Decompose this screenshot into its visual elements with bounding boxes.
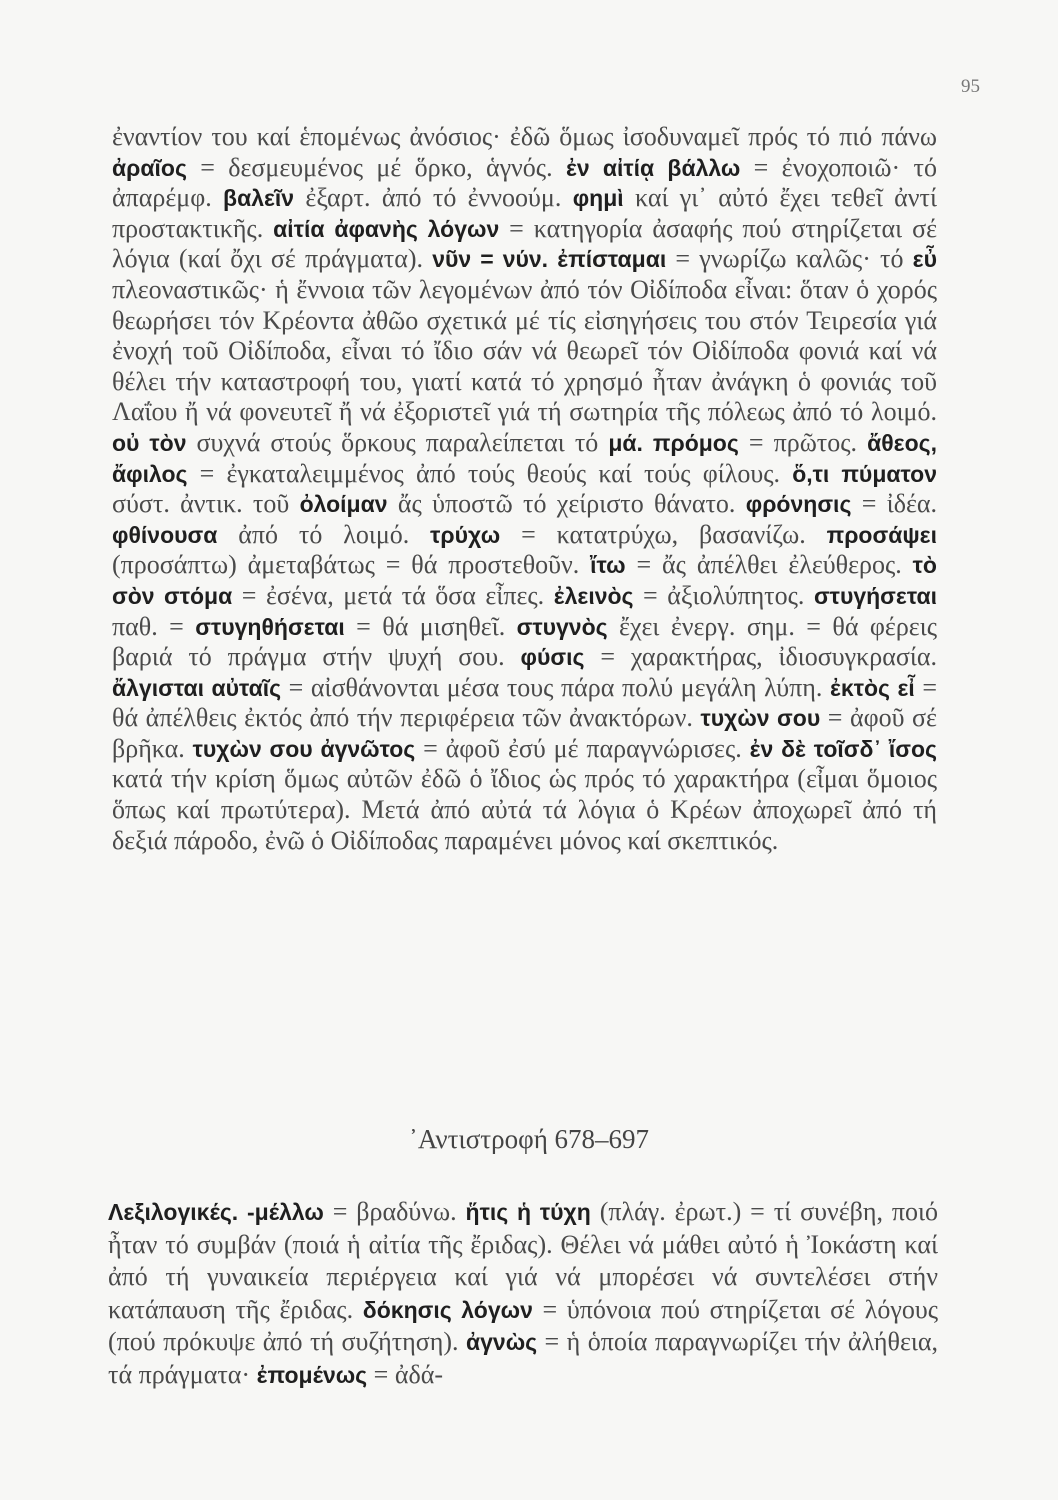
gloss-text: = ἐνοχοποιῶ· τό ἀπαρέμφ. [112, 152, 937, 213]
lemma-term: φημὶ [572, 185, 624, 212]
vocabulary-paragraph [108, 1196, 938, 1391]
lemma-term: στυγνὸς [516, 613, 608, 640]
lemma-term: ὅ,τι πύματον [792, 460, 937, 487]
lemma-term: τυχὼν σου ἀγνῶτος [192, 735, 416, 762]
lemma-term: φθίνουσα [112, 521, 218, 548]
lemma-term: δόκησις λόγων [362, 1296, 533, 1323]
gloss-text: σύστ. ἀντικ. τοῦ [112, 489, 300, 519]
gloss-text: = ἰδέα. [851, 489, 937, 519]
lemma-term: ἥτις ἡ τύχη [465, 1199, 591, 1225]
lemma-term: ἄλγισται αὐταῖς [112, 674, 282, 701]
lemma-term: στυγήσεται [813, 582, 937, 609]
lemma-term: ἐπίσταμαι [557, 246, 667, 273]
gloss-text: = ἄς ἀπέλθει ἐλεύθερος. [625, 550, 913, 580]
lemma-term: τυχὼν σου [700, 705, 821, 732]
lemma-term: ἴτω [590, 552, 626, 579]
gloss-text: = ἡ ὁποία παραγνωρίζει τήν ἀλήθεια, τά πράγματα· [108, 1327, 938, 1389]
lemma-term: ὀλοίμαν [299, 491, 388, 518]
gloss-text: παθ. = [112, 611, 196, 641]
lemma-term: φρόνησις [745, 491, 852, 518]
lemma-term: αἰτία ἀφανὴς λόγων [273, 215, 500, 242]
lemma-term: εὖ [912, 246, 937, 273]
lemma-term: βαλεῖν [223, 185, 295, 212]
gloss-text: = χαρακτήρας, ἰδιοσυγκρασία. [584, 642, 937, 672]
lemma-term: νῦν = νύν. [432, 246, 549, 273]
gloss-text: καί γι᾽ αὐτό ἔχει τεθεῖ ἀντί προστακτικῆς. [112, 183, 938, 243]
lemma-term: οὐ τὸν [112, 429, 187, 456]
gloss-text: = ἀξιολύπητος. [633, 580, 814, 610]
gloss-text: = ἀφοῦ σέ βρῆκα. [112, 703, 937, 763]
commentary-section [112, 122, 937, 856]
gloss-text: ἄς ὑποστῶ τό χείριστο θάνατο. [387, 489, 746, 519]
lemma-term: στυγηθήσεται [195, 613, 345, 640]
lemma-term: ἐν αἰτίᾳ βάλλω [565, 154, 741, 181]
lemma-term: προσάψει [826, 521, 937, 548]
lemma-term: μά. πρόμος [608, 429, 739, 456]
gloss-text: ἐξαρτ. ἀπό τό ἐννοούμ. [294, 183, 573, 213]
gloss-text: = αἰσθάνονται μέσα τους πάρα πολύ μεγάλη λύπη. [281, 672, 830, 702]
gloss-text: ἀπό τό λοιμό. [217, 519, 431, 549]
commentary-paragraph [112, 122, 937, 856]
gloss-text: κατά τήν κρίση ὅμως αὐτῶν ἐδῶ ὁ ἴδιος ὡς πρός τό χαρακτήρα (εἶμαι ὅμοιος ὅπως καί πρωτύτερα). Μετά ἀπό αὐτά τά λόγια ὁ Κρέων ἀποχωρεῖ ἀπό τή δεξιά πάροδο, ἐνῶ ὁ Οἰδίποδας παραμένει μόνος καί σκεπτικός. [112, 764, 937, 855]
gloss-text: = πρῶτος. [738, 427, 868, 457]
gloss-text: (προσάπτω) ἀμεταβάτως = θά προστεθοῦν. [112, 550, 591, 580]
lemma-term: ἄθεος, ἄφιλος [112, 429, 937, 487]
gloss-text [548, 244, 557, 273]
lemma-term: φύσις [520, 644, 585, 671]
gloss-text: = ὑπόνοια πού στηρίζεται σέ λόγους (πού πρόκυψε ἀπό τή συζήτηση). [108, 1294, 939, 1356]
vocabulary-section [108, 1196, 938, 1391]
gloss-text: = ἀδά- [367, 1359, 443, 1389]
gloss-text: = θά μισηθεῖ. [344, 611, 517, 641]
section-heading: ᾽Αντιστροφή 678–697 [408, 1124, 650, 1154]
gloss-text: συχνά στούς ὅρκους παραλείπεται τό [186, 427, 609, 457]
lemma-term: τρύχω [430, 521, 501, 548]
lemma-term: ἀραῖος [112, 154, 187, 181]
gloss-text: = ἀφοῦ ἐσύ μέ παραγνώρισες. [415, 733, 750, 763]
gloss-text: = βραδύνω. [323, 1197, 466, 1226]
lemma-term: ἐκτὸς εἶ [829, 674, 915, 701]
lemma-term: Λεξιλογικές. -μέλλω [108, 1199, 324, 1225]
gloss-text: = ἐγκαταλειμμένος ἀπό τούς θεούς καί τούς φίλους. [187, 458, 793, 488]
gloss-text: = γνωρίζω καλῶς· τό [666, 244, 913, 274]
gloss-text: = κατατρύχω, βασανίζω. [500, 519, 827, 549]
lemma-term: ἐλεινὸς [553, 582, 634, 609]
gloss-text: = δεσμευμένος μέ ὅρκο, ἁγνός. [186, 152, 566, 182]
gloss-text: πλεοναστικῶς· ἡ ἔννοια τῶν λεγομένων ἀπό τόν Οἰδίποδα εἶναι: ὅταν ὁ χορός θεωρήσει τόν Κρέοντα ἀθῶο σχετικά μέ τίς εἰσηγήσεις του στόν Τειρεσία γιά ἐνοχή τοῦ Οἰδίποδα, εἶναι τό ἴδιο σάν νά θεωρεῖ τόν Οἰδίποδα φονιά καί νά θέλει τήν καταστροφή του, γιατί κατά τό χρησμό ἦταν ἀνάγκη ὁ φονιάς τοῦ Λαΐου ἤ νά φονευτεῖ ἤ νά ἐξοριστεῖ γιά τή σωτηρία τῆς πόλεως ἀπό τό λοιμό. [112, 274, 937, 427]
lemma-term: ἐπομένως [256, 1361, 368, 1388]
gloss-text: ἐναντίον του καί ἑπομένως ἀνόσιος· ἐδῶ ὅμως ἰσοδυναμεῖ πρός τό πιό πάνω [112, 122, 937, 151]
lemma-term: τὸ σὸν στόμα [112, 552, 937, 609]
gloss-text: = ἐσένα, μετά τά ὅσα εἶπες. [232, 580, 554, 610]
page-number: 95 [961, 76, 980, 97]
lemma-term: ἐν δὲ τοῖσδ᾽ ἴσος [749, 735, 938, 762]
gloss-text: = κατηγορία ἀσαφής πού στηρίζεται σέ λόγια (καί ὄχι σέ πράγματα). [112, 213, 937, 274]
gloss-text: (πλάγ. ἐρωτ.) = τί συνέβη, ποιό ἦταν τό συμβάν (ποιά ἡ αἰτία τῆς ἔριδας). Θέλει νά μάθει αὐτό ἡ Ἰοκάστη καί ἀπό τή γυναικεία περιέργεια καί γιά νά μπορέσει νά συντελέσει στήν κατάπαυση τῆς ἔριδας. [108, 1197, 939, 1324]
gloss-text: = θά ἀπέλθεις ἐκτός ἀπό τήν περιφέρεια τῶν ἀνακτόρων. [112, 672, 937, 733]
gloss-text: ἔχει ἐνεργ. σημ. = θά φέρεις βαριά τό πράγμα στήν ψυχή σου. [112, 611, 938, 672]
lemma-term: ἀγνὼς [465, 1329, 538, 1355]
